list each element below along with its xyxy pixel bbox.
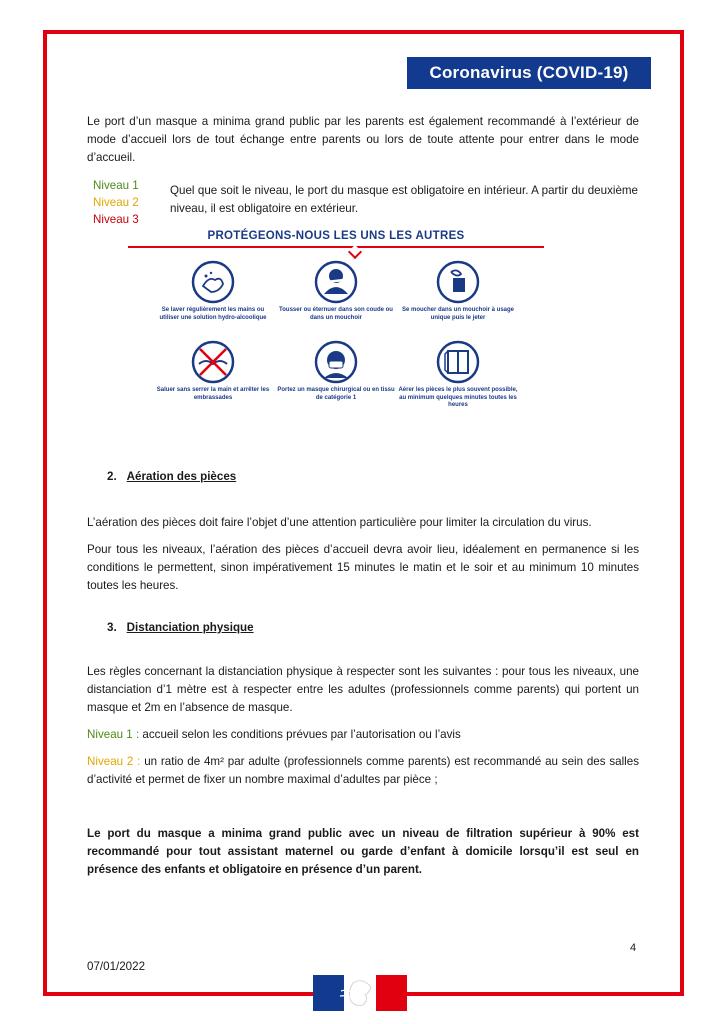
mask-rule-paragraph: Quel que soit le niveau, le port du masque est obligatoire en intérieur. A partir du deuxième niveau, il est obligatoire en extérieur. xyxy=(170,184,638,215)
poster-divider xyxy=(128,246,544,248)
level-1-label: Niveau 1 xyxy=(93,179,139,192)
gesture-tissue xyxy=(398,260,518,322)
barrier-gestures-poster xyxy=(128,230,544,420)
gesture-window xyxy=(398,340,518,410)
section-2-number: 2. xyxy=(107,470,117,483)
hand-washing-icon xyxy=(191,260,235,304)
level-2-label: Niveau 2 xyxy=(93,196,139,209)
window-icon xyxy=(436,340,480,384)
niveau-1-label: Niveau 1 : xyxy=(87,728,140,741)
poster-title: PROTÉGEONS-NOUS LES UNS LES AUTRES xyxy=(207,230,465,242)
section-3-heading xyxy=(107,621,254,634)
marianne-logo-icon xyxy=(313,975,407,1011)
gesture-cough-elbow xyxy=(276,260,396,322)
level-3-label: Niveau 3 xyxy=(93,213,139,226)
intro-paragraph: Le port d’un masque a minima grand public par les parents est également recommandé à l’extérieur de mode d’accueil lors de tout échange entre parents ou lors de toute attente pour entrer dans le mode d’accueil. xyxy=(87,115,639,164)
section-3-title: Distanciation physique xyxy=(126,621,254,634)
face-mask-icon xyxy=(314,340,358,384)
section-3-number: 3. xyxy=(107,621,117,634)
gesture-face-mask xyxy=(276,340,396,402)
niveau-1-text: accueil selon les conditions prévues par l’autorisation ou l’avis xyxy=(139,728,461,741)
niveau-1-rule xyxy=(87,726,639,744)
header-banner: Coronavirus (COVID-19) xyxy=(407,57,651,89)
cough-elbow-icon xyxy=(314,260,358,304)
distancing-paragraph: Les règles concernant la distanciation physique à respecter sont les suivantes : pour tous les niveaux, une distanciation d’1 mètre est à respecter entre les adultes (professionnels comme parents) qui portent un masque et 2m en l’absence de masque. xyxy=(87,665,639,714)
section-2-title: Aération des pièces xyxy=(126,470,237,483)
gesture-caption: Se moucher dans un mouchoir à usage unique puis le jeter xyxy=(401,307,515,321)
tissue-icon xyxy=(436,260,480,304)
no-handshake-icon xyxy=(191,340,235,384)
gesture-caption: Aérer les pièces le plus souvent possible, au minimum quelques minutes toutes les heures xyxy=(398,387,518,408)
document-date: 07/01/2022 xyxy=(87,960,146,973)
gesture-hand-washing xyxy=(153,260,273,322)
aeration-paragraph-1: L’aération des pièces doit faire l’objet d’une attention particulière pour limiter la circulation du virus. xyxy=(87,516,592,529)
gesture-caption: Portez un masque chirurgical ou en tissu de catégorie 1 xyxy=(277,387,395,401)
section-2-heading xyxy=(107,470,236,483)
levels-legend xyxy=(93,177,139,228)
niveau-2-rule xyxy=(87,753,639,789)
gesture-caption: Se laver régulièrement les mains ou utiliser une solution hydro-alcoolique xyxy=(159,307,267,321)
mask-recommendation-note: Le port du masque a minima grand public avec un niveau de filtration supérieur à 90% est recommandé pour tout assistant maternel ou garde d’enfant à domicile lorsqu’il est seul en présence des enfants et obligatoire en présence d’un parent. xyxy=(87,827,639,876)
gesture-caption: Tousser ou éternuer dans son coude ou dans un mouchoir xyxy=(279,307,393,321)
aeration-paragraph-2: Pour tous les niveaux, l’aération des pièces d’accueil devra avoir lieu, idéalement en permanence si les conditions le permettent, sinon impérativement 15 minutes le matin et le soir et au minimum 10 minutes toutes les heures. xyxy=(87,543,639,592)
page-number: 4 xyxy=(630,942,637,954)
niveau-2-label: Niveau 2 : xyxy=(87,755,141,768)
gesture-caption: Saluer sans serrer la main et arrêter les embrassades xyxy=(156,387,270,401)
niveau-2-text: un ratio de 4m² par adulte (professionnels comme parents) est recommandé au sein des salles d’activité et permet de fixer un nombre maximal d’adultes par pièce ; xyxy=(87,755,639,786)
gesture-no-handshake xyxy=(153,340,273,402)
